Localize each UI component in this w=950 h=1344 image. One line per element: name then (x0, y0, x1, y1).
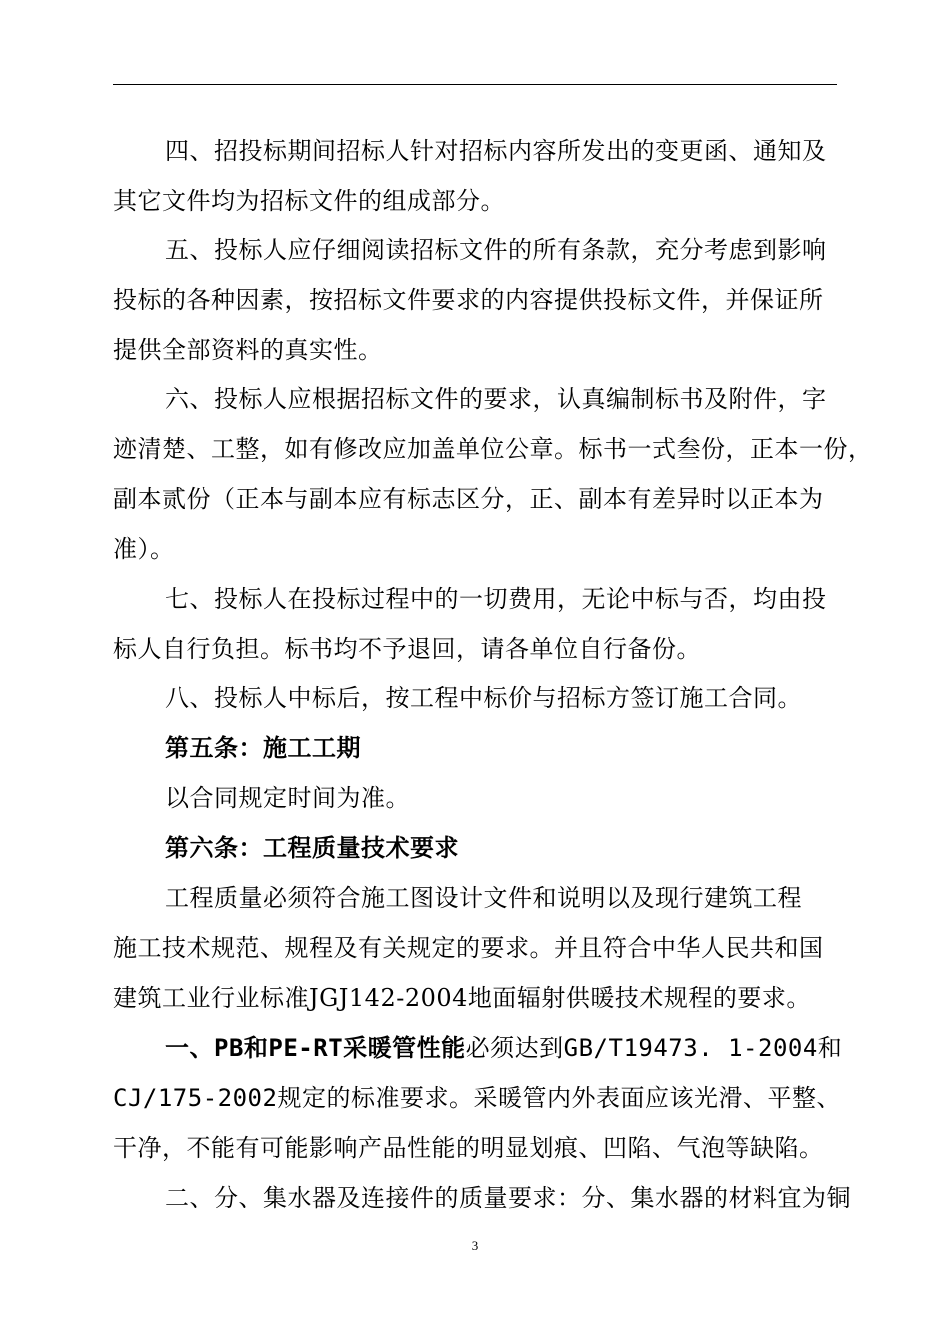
text-line: 干净，不能有可能影响产品性能的明显划痕、凹陷、气泡等缺陷。 (113, 1134, 824, 1162)
text-line: 施工技术规范、规程及有关规定的要求。并且符合中华人民共和国 (113, 934, 824, 962)
text-line: 八、投标人中标后，按工程中标价与招标方签订施工合同。 (165, 684, 802, 712)
section-heading: 第六条：工程质量技术要求 (165, 833, 459, 862)
text-line: 四、招投标期间招标人针对招标内容所发出的变更函、通知及 (165, 137, 827, 165)
text-line: 七、投标人在投标过程中的一切费用，无论中标与否，均由投 (165, 585, 827, 613)
paragraph-5 (113, 225, 839, 375)
text-span: 必须达到GB/T19473. 1-2004和 (465, 1034, 843, 1062)
text-line: 迹清楚、工整，如有修改应加盖单位公章。标书一式叁份，正本一份， (113, 435, 873, 463)
item-1-title: 一、PB和PE-RT采暖管性能 (165, 1034, 466, 1062)
section-6 (113, 823, 851, 1223)
item-1-line (113, 1023, 843, 1073)
text-line: 六、投标人应根据招标文件的要求，认真编制标书及附件，字 (165, 385, 827, 413)
text-line: 其它文件均为招标文件的组成部分。 (113, 187, 505, 215)
text-line: 工程质量必须符合施工图设计文件和说明以及现行建筑工程 (165, 884, 802, 912)
paragraph-4 (113, 126, 839, 226)
text-line: 以合同规定时间为准。 (165, 784, 410, 812)
section-5 (113, 723, 839, 823)
text-line: 投标的各种因素，按招标文件要求的内容提供投标文件，并保证所 (113, 286, 824, 314)
text-line: 五、投标人应仔细阅读招标文件的所有条款，充分考虑到影响 (165, 236, 827, 264)
text-line: 副本贰份（正本与副本应有标志区分，正、副本有差异时以正本为 (113, 485, 824, 513)
text-line: CJ/175-2002规定的标准要求。采暖管内外表面应该光滑、平整、 (113, 1084, 841, 1112)
text-line: 提供全部资料的真实性。 (113, 336, 383, 364)
item-2-line (113, 1173, 851, 1223)
text-span: ：分、集水器的材料宜为铜 (557, 1184, 851, 1212)
page-number: 3 (471, 1238, 479, 1253)
paragraph-6 (113, 374, 873, 574)
header-rule (113, 84, 837, 85)
paragraph-7 (113, 574, 839, 674)
text-line: 准）。 (113, 535, 175, 563)
section-heading: 第五条：施工工期 (165, 733, 361, 762)
paragraph-8 (113, 673, 839, 723)
text-line: 建筑工业行业标准JGJ142-2004地面辐射供暖技术规程的要求。 (113, 984, 811, 1012)
text-line: 标人自行负担。标书均不予退回，请各单位自行备份。 (113, 635, 701, 663)
item-2-title: 二、分、集水器及连接件的质量要求 (165, 1184, 557, 1212)
